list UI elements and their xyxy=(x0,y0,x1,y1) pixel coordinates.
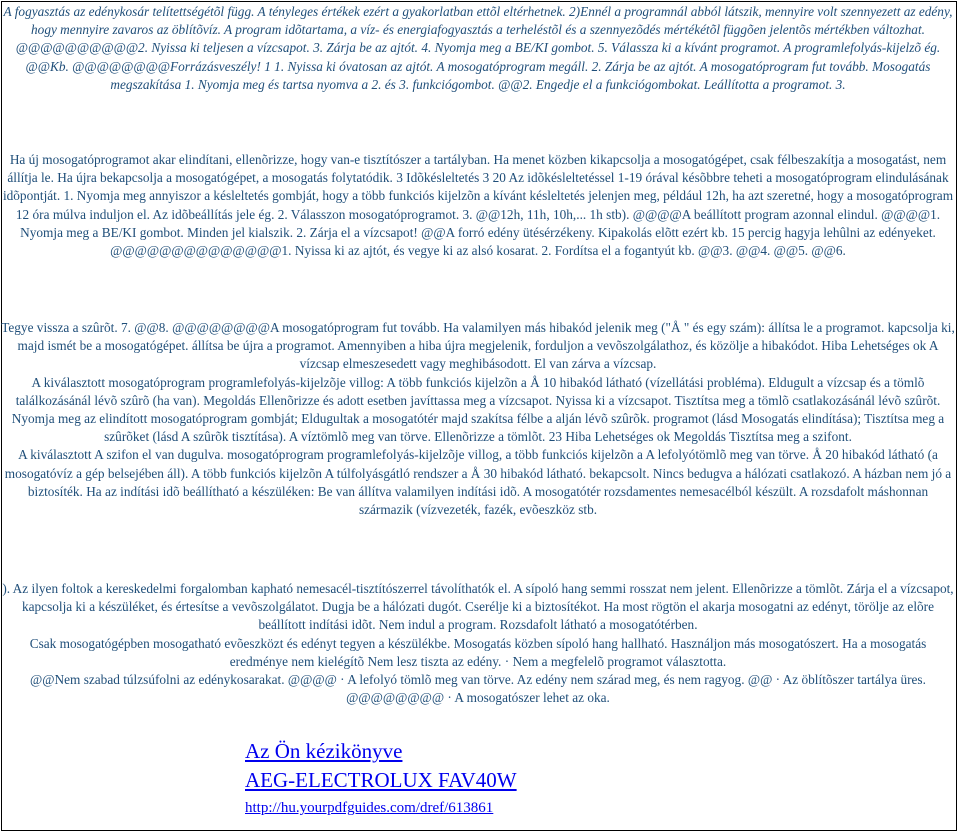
manual-links xyxy=(245,737,945,819)
paragraph: @@Nem szabad túlzsúfolni az edénykosarakat. @@@@ · A lefolyó tömlõ meg van törve. Az edény nem szárad meg, és nem ragyog. @@ · Az öblítõszer tartálya üres. @@@@@@@@ · A mosogatószer lehet az oka. xyxy=(30,672,926,706)
paragraph: Nyomja meg az elindított mosogatóprogram gombját; Eldugultak a mosogatótér majd szakítsa félbe a alján lévõ szûrõk. programot (lásd Mosogatás elindítása); Tisztítsa meg a szûrõket (lásd A szûrõk tisztítása). A víztömlõ meg van törve. Ellenõrizze a tömlõt. 23 Hiba Lehetséges ok Megoldás Tisztítsa meg a szifont. xyxy=(11,411,945,445)
paragraph: Csak mosogatógépben mosogatható evõeszközt és edényt tegyen a készülékbe. Mosogatás közben sípoló hang hallható. Használjon más mosogatószert. Ha a mosogatás eredménye nem kielégítõ Nem lesz tiszta az edény. · Nem a megfelelõ programot választotta. xyxy=(29,635,927,669)
text-block-4 xyxy=(1,580,955,707)
paragraph: A fogyasztás az edénykosár telítettségétõl függ. A tényleges értékek ezért a gyakorlatban ettõl eltérhetnek. 2)Ennél a programnál abból látszik, mennyire volt szennyezett az edény, hogy mennyire zavaros az öblítõvíz. A program idõtartama, a víz- és energiafogyasztás a terheléstõl és a szennyezõdés mértékétõl függõen jelentõs mértékben változhat. @@@@@@@@@@2. Nyissa ki teljesen a vízcsapot. 3. Zárja be az ajtót. 4. Nyomja meg a BE/KI gombot. 5. Válassza ki a kívánt programot. A programlefolyás-kijelzõ ég. @@Kb. @@@@@@@@Forrázásveszély! 1 1. Nyissa ki óvatosan az ajtót. A mosogatóprogram megáll. 2. Zárja be az ajtót. A mosogatóprogram fut tovább. Mosogatás megszakítása 1. Nyomja meg és tartsa nyomva a 2. és 3. funkciógombot. @@2. Engedje el a funkciógombokat. Leállította a programot. 3. xyxy=(3,4,953,92)
text-block-3 xyxy=(1,319,955,519)
manual-model-link[interactable]: AEG-ELECTROLUX FAV40W xyxy=(245,768,517,792)
paragraph: Tegye vissza a szûrõt. 7. @@8. @@@@@@@@A mosogatóprogram fut tovább. Ha valamilyen más hibakód jelenik meg ("Å " és egy szám): állítsa le a programot. kapcsolja ki, majd ismét be a mosogatógépet. állítsa be újra a programot. Amennyiben a hiba újra megjelenik, forduljon a vevõszolgálathoz, és közölje a hibakódot. Hiba Lehetséges ok A vízcsap elmeszesedett vagy meghibásodott. El van zárva a vízcsap. xyxy=(1,320,955,372)
paragraph: A kiválasztott A szifon el van dugulva. mosogatóprogram programlefolyás-kijelzõje villog, a több funkciós kijelzõn a A lefolyótömlõ meg van törve. Å 20 hibakód látható (a mosogatóvíz a gép belsejében áll). A több funkciós kijelzõn A túlfolyásgátló rendszer a Å 30 hibakód látható. bekapcsolt. Nincs bedugva a hálózati csatlakozó. A házban nem jó a biztosíték. Ha az indítási idõ beállítható a készüléken: Be van állítva valamilyen indítási idõ. A mosogatótér rozsdamentes nemesacélból készült. A rozsdafolt máshonnan származik (vízvezeték, fazék, evõeszköz stb. xyxy=(4,447,952,518)
paragraph: Ha új mosogatóprogramot akar elindítani, ellenõrizze, hogy van-e tisztítószer a tartályban. Ha menet közben kikapcsolja a mosogatógépet, csak félbeszakítja a mosogatást, nem állítja le. Ha újra bekapcsolja a mosogatógépet, a mosogatás folytatódik. 3 Idõkésleltetés 3 20 Az idõkésleltetéssel 1-19 órával késõbbre teheti a mosogatóprogram elindulásának idõpontját. 1. Nyomja meg annyiszor a késleltetés gombját, hogy a több funkciós kijelzõn a kívánt késleltetés jelenjen meg, például 12h, ha azt szeretné, hogy a mosogatóprogram 12 óra múlva induljon el. Az idõbeállítás jele ég. 2. Válasszon mosogatóprogramot. 3. @@12h, 11h, 10h,... 1h stb). @@@@A beállított program azonnal elindul. @@@@1. Nyomja meg a BE/KI gombot. Minden jel kialszik. 2. Zárja el a vízcsapot! @@A forró edény ütésérzékeny. Kipakolás elõtt ezért kb. 15 percig hagyja lehûlni az edényeket. @@@@@@@@@@@@@@1. Nyissa ki az ajtót, és vegye ki az alsó kosarat. 2. Fordítsa el a fogantyút kb. @@3. @@4. @@5. @@6. xyxy=(2,152,954,259)
manual-url-link[interactable]: http://hu.yourpdfguides.com/dref/613861 xyxy=(245,800,494,816)
text-block-1 xyxy=(1,3,955,94)
paragraph: ). Az ilyen foltok a kereskedelmi forgalomban kapható nemesacél-tisztítószerrel távolíthatók el. A sípoló hang semmi rosszat nem jelent. Ellenõrizze a tömlõt. Zárja el a vízcsapot, kapcsolja ki a készüléket, és értesítse a vevõszolgálatot. Dugja be a hálózati dugót. Cserélje ki a biztosítékot. Ha most rögtön el akarja mosogatni az edényt, törölje az elõre beállított indítási idõt. Nem indul a program. Rozsdafolt látható a mosogatótérben. xyxy=(2,581,954,633)
paragraph: A kiválasztott mosogatóprogram programlefolyás-kijelzõje villog: A több funkciós kijelzõn a Å 10 hibakód látható (vízellátási probléma). Eldugult a vízcsap és a tömlõ találkozásánál lévõ szûrõ (ha van). Megoldás Ellenõrizze és adott esetben javíttassa meg a vízcsapot. Nyissa ki a vízcsapot. Tisztítsa meg a tömlõ csatlakozásánál lévõ szûrõt. xyxy=(15,374,941,408)
text-block-2 xyxy=(1,151,955,260)
manual-title-link[interactable]: Az Ön kézikönyve xyxy=(245,739,403,763)
